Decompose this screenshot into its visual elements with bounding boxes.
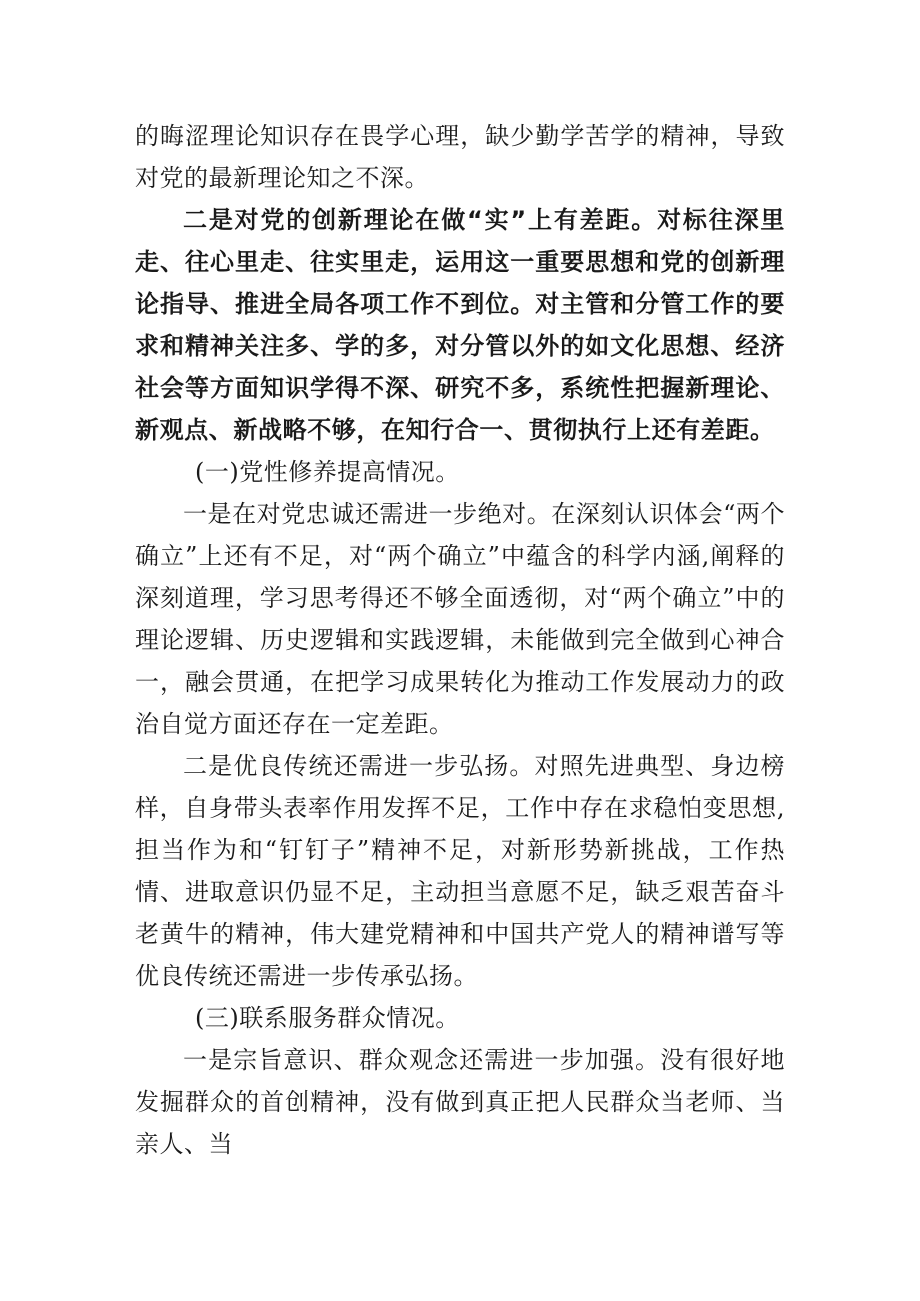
paragraph-bold-point-two: 二是对党的创新理论在做“实”上有差距。对标往深里走、往心里走、往实里走，运用这一重要思想和党的创新理论指导、推进全局各项工作不到位。对主管和分管工作的要求和精神关注多、学的多，对分管以外的如文化思想、经济社会等方面知识学得不深、研究不多，系统性把握新理论、新观点、新战略不够，在知行合一、贯彻执行上还有差距。 [135, 206, 785, 444]
section-heading-party-cultivation: (一)党性修养提高情况。 [195, 458, 460, 486]
section-heading-serving-masses: (三)联系服务群众情况。 [195, 1004, 460, 1032]
paragraph-traditions: 二是优良传统还需进一步弘扬。对照先进典型、身边榜样，自身带头表率作用发挥不足，工作中存在求稳怕变思想,担当作为和“钉钉子”精神不足，对新形势新挑战，工作热情、进取意识仍显不足，主动担当意愿不足，缺乏艰苦奋斗老黄牛的精神，伟大建党精神和中国共产党人的精神谱写等优良传统还需进一步传承弘扬。 [135, 752, 785, 990]
paragraph-continuation: 的晦涩理论知识存在畏学心理，缺少勤学苦学的精神，导致对党的最新理论知之不深。 [135, 122, 785, 192]
paragraph-loyalty: 一是在对党忠诚还需进一步绝对。在深刻认识体会“两个确立”上还有不足，对“两个确立”中蕴含的科学内涵,阐释的深刻道理，学习思考得还不够全面透彻，对“两个确立”中的理论逻辑、历史逻辑和实践逻辑，未能做到完全做到心神合一，融会贯通，在把学习成果转化为推动工作发展动力的政治自觉方面还存在一定差距。 [135, 500, 785, 738]
document-body [135, 115, 785, 1165]
paragraph-purpose-awareness: 一是宗旨意识、群众观念还需进一步加强。没有很好地发掘群众的首创精神，没有做到真正把人民群众当老师、当亲人、当 [135, 1046, 785, 1158]
